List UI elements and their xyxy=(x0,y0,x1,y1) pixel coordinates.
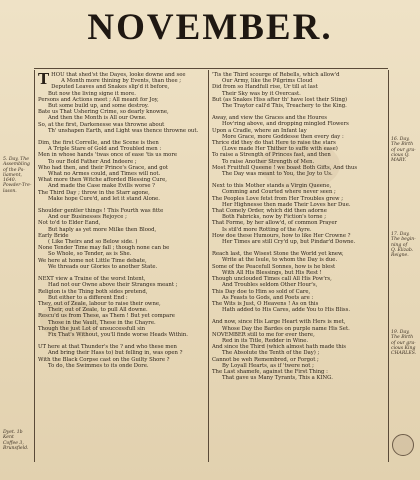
margin-line: Powder-Tre- xyxy=(3,183,32,189)
verse-line: Men in whose hands 'twas once of ease 'tis us more xyxy=(38,152,177,159)
margin-line: The Birth xyxy=(391,335,414,341)
verse-line: The Traytor call'd This, Treachery to the King. xyxy=(222,103,347,110)
margin-line: 16. Day, xyxy=(391,137,410,142)
verse-line: Who had then, and their Prince's Grace, and got xyxy=(38,164,168,171)
verse-line: Thrice did they do that Here to raise the stars xyxy=(212,140,336,147)
verse-line: And Troubles seldom Other Hour's, xyxy=(222,282,318,289)
verse-line: Not to'd to Elder Eand, xyxy=(38,220,101,227)
verse-line: The Day was meant to You, the Joy to Us. xyxy=(222,171,333,178)
top-rule xyxy=(34,68,388,69)
verse-line: And our Businesses Rejoyce ; xyxy=(48,214,127,221)
verse-line: Most Fruitfull Queene ! we boast Both Gifts, And thus xyxy=(212,164,358,171)
stanza xyxy=(38,344,204,369)
margin-note-right-2 xyxy=(391,232,419,258)
left-verse-column xyxy=(38,72,204,375)
verse-line: We here at home not Little Time debate, xyxy=(38,257,147,264)
margin-line: Reigne. xyxy=(391,253,409,259)
verse-line: The Last shamefe, against the First Thing : xyxy=(212,368,328,375)
verse-line: Comming and Courted where never seen ; xyxy=(222,189,336,196)
verse-line: UT here at that Thunder's the ? and who these men xyxy=(38,344,177,351)
stanza xyxy=(212,115,384,177)
verse-line: Is stil'd more Rotting of the Ayre. xyxy=(222,226,312,233)
margin-line: CHARLES. xyxy=(391,351,417,357)
verse-line: That Comely Order, which did then adorne xyxy=(212,208,327,215)
verse-line: They, out of Zeale, labour to raise their owne, xyxy=(38,300,161,307)
verse-line: Fix That's Without, you'll finde worse Heads Within. xyxy=(48,331,188,338)
margin-note-right-1 xyxy=(391,137,419,163)
verse-line: Shoulder gentler things ! This Fourth was fitte xyxy=(38,208,164,215)
verse-line: Both Fabricks, now by Fiction's torne ; xyxy=(222,214,327,221)
verse-line: More Grace, more Goddesse then every day : xyxy=(222,133,344,140)
verse-line: So, at the first, Darkenesse was throwne about xyxy=(38,121,165,128)
verse-line: To do, the Swimmes to its onde Dore. xyxy=(48,362,149,369)
verse-line: Her Times are still Cry'd up, but Pindar'd Downe. xyxy=(222,239,356,246)
verse-line: By Loyall Hearts, as if 'twere not ; xyxy=(222,362,314,369)
verse-line: Rescu'd us from These, as Them ! But yet compare xyxy=(38,313,175,320)
verse-line: But some build up, and some destroy. xyxy=(48,103,149,110)
margin-line: of our gra- xyxy=(391,147,416,153)
verse-line: Make hope Cure'd, and let it stand Alone. xyxy=(48,195,160,202)
verse-line: The Peoples Love fetst from Her Troubles grew ; xyxy=(212,195,344,202)
margin-line: of the Ps- xyxy=(3,167,25,173)
verse-line: Their Sky was by it Overcast. xyxy=(222,90,301,97)
margin-line: Q. Elizab. xyxy=(391,247,414,253)
verse-line: The Absolute the Tenth of the Day) ; xyxy=(222,350,320,357)
margin-line: 17. Day, xyxy=(391,232,410,237)
verse-line: That gave us Many Tyrants, This a KING. xyxy=(222,375,333,382)
left-rule xyxy=(34,70,35,462)
verse-line: The Wits is Just, O Heavens ! As on this xyxy=(212,300,319,307)
margin-line: cious Q. xyxy=(391,152,410,158)
verse-line: Upon a Cradle, where an Infant lay xyxy=(212,127,307,134)
verse-line: A Triple Stare of Gold and Troubled men : xyxy=(48,146,162,153)
margin-line: liament, 1640. xyxy=(3,172,23,184)
verse-line: Bate us That Ushering Crime, so dearly knowne, xyxy=(38,109,169,116)
margin-line: Assembling xyxy=(3,162,30,168)
verse-line: Early Bride xyxy=(38,232,69,239)
verse-line: Did from so Handfull rise, Ur till at last xyxy=(212,84,318,91)
stanza xyxy=(212,319,384,381)
verse-line: But haply as yet more Milke then Blood, xyxy=(48,226,157,233)
verse-line: Our Army, like the Pilgrims Cloud xyxy=(222,78,313,85)
verse-line: And bring their Hass to) but felling in, was open ? xyxy=(48,350,183,357)
verse-line: Their, out of Zeale, to pull All downe. xyxy=(48,307,148,314)
margin-line: 5. Day, The xyxy=(3,157,29,162)
margin-line: ning of xyxy=(391,242,408,248)
margin-line: cious King xyxy=(391,345,416,351)
center-rule xyxy=(208,70,209,462)
verse-line: (Love made Her Thither to suffe with ease) xyxy=(222,146,338,153)
stanza xyxy=(38,208,204,270)
margin-line: of our gra- xyxy=(391,340,416,346)
margin-line: Coffee 3, xyxy=(3,440,24,446)
margin-line: The Birth xyxy=(391,142,414,148)
verse-line: To raise a Strength of Princes fast, and then xyxy=(212,152,331,159)
library-stamp xyxy=(392,434,414,456)
verse-line: Red in its Title, Redder in Wine. xyxy=(222,337,309,344)
margin-line: Brunsfield. xyxy=(3,445,29,451)
verse-line: But either to a different End : xyxy=(48,294,128,301)
verse-line: As Feasts to Gods, and Poets are : xyxy=(222,294,314,301)
verse-line: Hov'ring above, and dropping mingled Flowers xyxy=(222,121,349,128)
stanza xyxy=(38,140,204,202)
stanza xyxy=(212,251,384,313)
verse-line: Hath added to His Cares, adde You to His Bliss. xyxy=(222,307,351,314)
verse-line: To raise Another Strength of Men. xyxy=(222,158,315,165)
verse-line: We threads our Glories to another State. xyxy=(48,263,158,270)
verse-line: And then the Month is All our Owne. xyxy=(48,115,147,122)
page-title: NOVEMBER. xyxy=(87,7,333,48)
verse-line: Though unclouded Times call All His Pow'rs, xyxy=(212,276,332,283)
verse-line: Reach last, the Wisest Stone the World yet knew, xyxy=(212,251,344,258)
verse-line: Deputed Leaves and Snakes slip'd it before, xyxy=(51,84,170,91)
verse-line: Had not our Owne above their Stranges meant ; xyxy=(48,282,178,289)
verse-line: HOU that shed'st the Dayes, looke downe and see xyxy=(51,72,186,78)
verse-line: Next to this Mother stands a Virgin Queene, xyxy=(212,183,332,190)
verse-line: And made the Case make Evills worse ? xyxy=(48,183,155,190)
margin-line: The begin- xyxy=(391,237,416,243)
stanza xyxy=(38,276,204,338)
verse-line: Though the just Lot of unsuccessfull sin xyxy=(38,325,146,332)
verse-line: The Third Day ; throw in the Starr agone, xyxy=(38,189,150,196)
stanza xyxy=(38,72,204,134)
verse-line: ( Like Theirs and so Below side. ) xyxy=(48,239,138,246)
margin-line: Dyet. 1b xyxy=(3,430,23,435)
verse-line: Persons and Actions meet ; All meant for Joy, xyxy=(38,96,159,103)
verse-line: Those in the Vault, These in the Chayre. xyxy=(48,319,156,326)
margin-line: MARY. xyxy=(391,158,407,164)
verse-line: But now the living signe it more. xyxy=(48,90,136,97)
verse-line: That Forme, by her allow'd, of common Prayer xyxy=(212,220,338,227)
verse-line: Her Highnesse then made Their Loves her Due. xyxy=(222,201,351,208)
verse-line: Th' unshapen Earth, and Light was thence throwne out. xyxy=(48,127,199,134)
right-verse-column xyxy=(212,72,384,387)
margin-note-left-2 xyxy=(3,430,33,451)
margin-note-right-3 xyxy=(391,330,419,356)
verse-line: 'Tis the Third scourge of Rebells, which allow'd xyxy=(212,72,340,78)
margin-line: Kent xyxy=(3,435,14,441)
verse-line: To our Bold Father And Indeere ; xyxy=(48,158,137,165)
drop-cap: T xyxy=(38,70,50,88)
margin-line: lason. xyxy=(3,188,17,194)
verse-line: With the Black Corpse cast on the Guilty Shore ? xyxy=(38,356,170,363)
verse-line: But (as Snakes Hiss after th' have lost their Sting) xyxy=(212,96,348,103)
verse-line: Whose Day the Bardes on purple name His Set. xyxy=(222,325,350,332)
verse-line: And now, since His Large Heart with Hers is met, xyxy=(212,319,346,326)
verse-line: Write at the Isule, to whom the Day is due. xyxy=(222,257,338,264)
stanza xyxy=(212,183,384,245)
verse-line: Religion is the Thing both sides pretend, xyxy=(38,288,148,295)
verse-line: And since the Third (which almost hath made this xyxy=(212,344,347,351)
verse-line: NOVEMBER still to me for ever there, xyxy=(212,331,315,338)
verse-line: What more then Witche afforded Blessing Cure, xyxy=(38,177,167,184)
verse-line: Some of the Peacefull Sonnes, how is he blest xyxy=(212,263,336,270)
margin-line: 19. Day, xyxy=(391,330,410,335)
verse-line: None Tender Time may fall ; though none can be xyxy=(38,245,170,252)
margin-note-left-1 xyxy=(3,157,33,194)
verse-line: NEXT view a Traine of the worst Intent, xyxy=(38,276,146,283)
verse-line: What no Armes could, and Times will not. xyxy=(48,171,161,178)
stanza xyxy=(212,72,384,109)
verse-line: Away, and view the Graces and the Houres xyxy=(212,115,328,122)
verse-line: So Whole, so Tender, as is She. xyxy=(48,251,132,258)
verse-line: With All His Blessings, but His Rest ! xyxy=(222,269,322,276)
verse-line: A Month more thining by Events, than thee ; xyxy=(61,78,182,85)
verse-line: Dim, the first Correlle, and the Scene is then xyxy=(38,140,159,147)
verse-line: This Day doe to Him so sold of Care, xyxy=(212,288,311,295)
verse-line: Cannot be weh Remembred, or Forgot ; xyxy=(212,356,319,363)
right-rule xyxy=(388,70,389,462)
verse-line: How doe these Humours, how to like Her Crowne ? xyxy=(212,232,351,239)
